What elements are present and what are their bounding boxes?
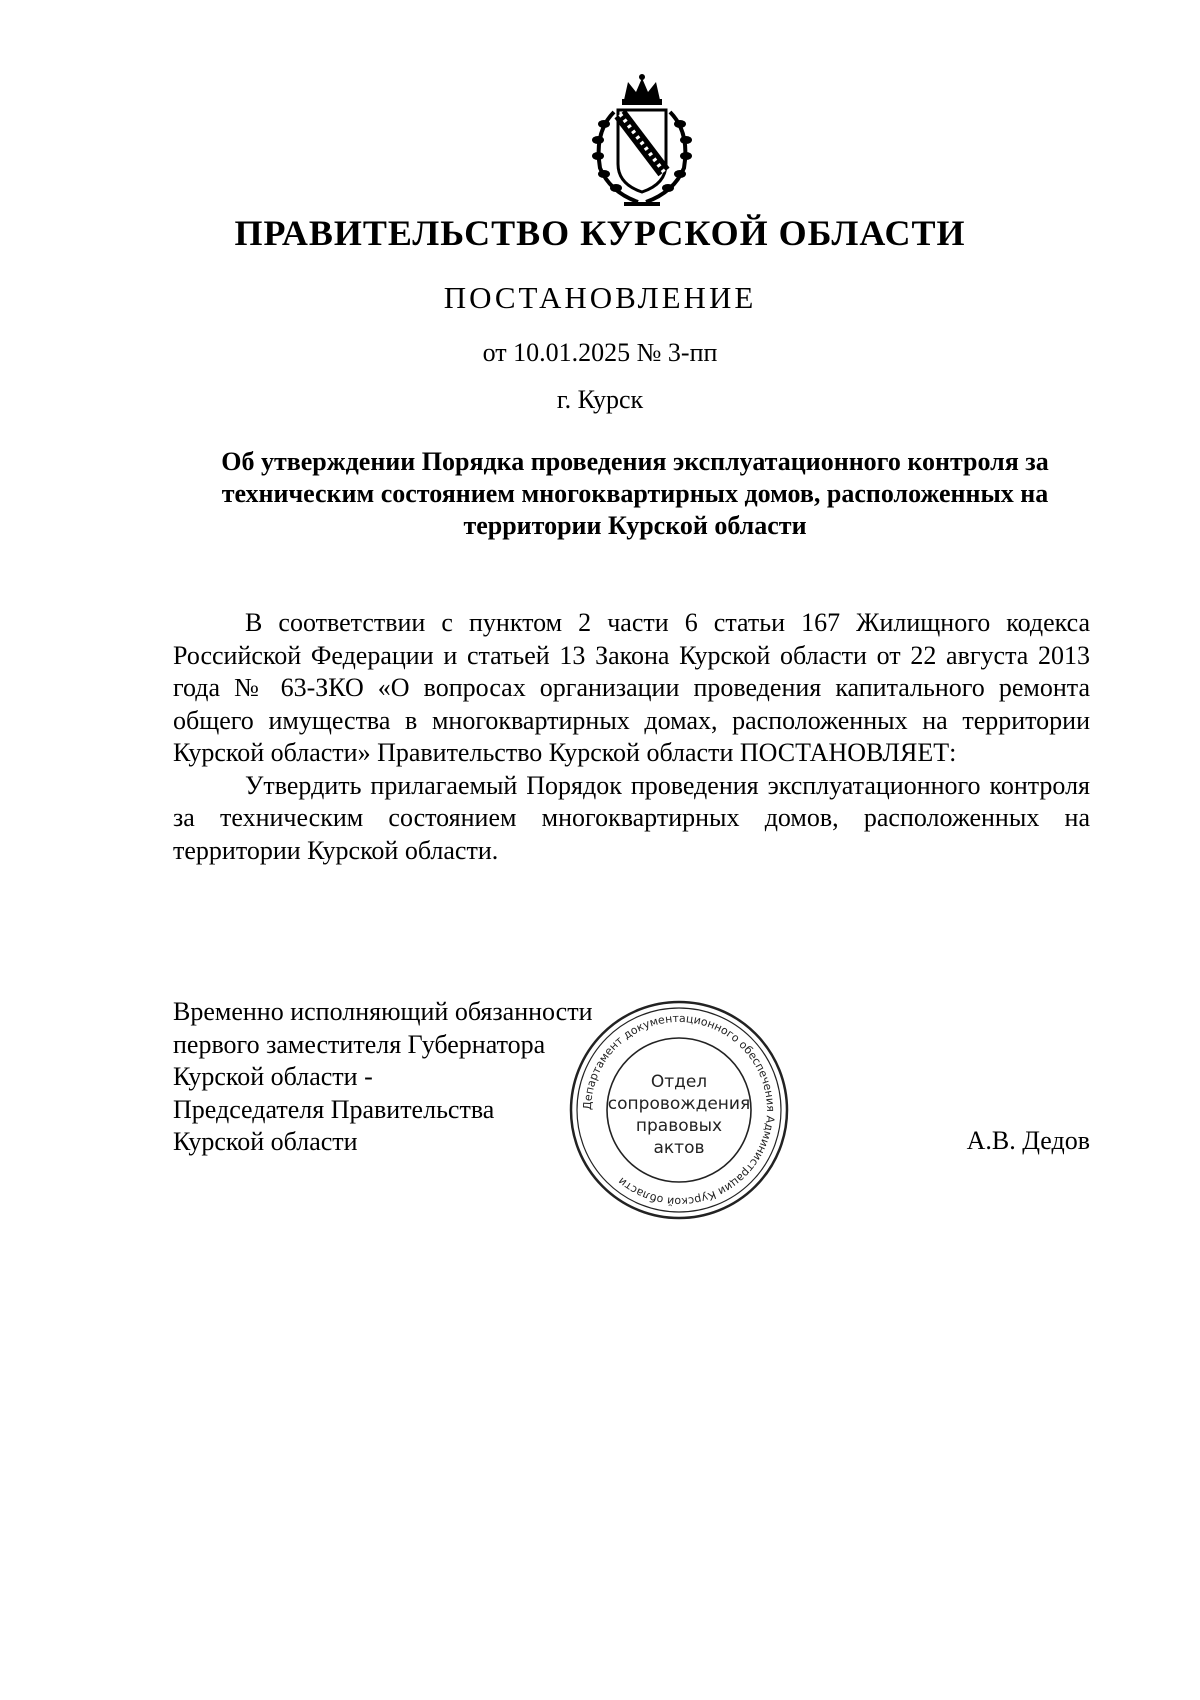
signer-line: Курской области (173, 1127, 358, 1156)
body-paragraph: В соответствии с пунктом 2 части 6 статьи 167 Жилищного кодекса Российской Федерации и статьей 13 Закона Курской области от 22 августа 2013 года № 63-ЗКО «О вопросах организации проведения капитального ремонта общего имущества в многоквартирных домах, расположенных на территории Курской области» Правительство Курской области ПОСТАНОВЛЯЕТ: (173, 608, 1090, 767)
signer-name: А.В. Дедов (966, 1126, 1090, 1155)
stamp-center-line: актов (653, 1138, 705, 1158)
official-stamp-icon (566, 997, 792, 1223)
title-line: территории Курской области (463, 511, 807, 540)
stamp-center-line: сопровождения (607, 1094, 751, 1114)
signer-line: Курской области - (173, 1062, 373, 1091)
signer-position (173, 996, 593, 1159)
stamp-center-line: Отдел (650, 1072, 708, 1092)
organization-name: ПРАВИТЕЛЬСТВО КУРСКОЙ ОБЛАСТИ (234, 213, 966, 253)
signer-line: первого заместителя Губернатора (173, 1029, 546, 1059)
title-line: Об утверждении Порядка проведения эксплуатационного контроля за (221, 447, 1049, 476)
stamp-center-line: правовых (635, 1116, 723, 1136)
kursk-coat-of-arms-icon (576, 72, 708, 212)
stamp-ring-text: Департамент документационного обеспечения Администрации Курской области (580, 1011, 778, 1209)
document-body (173, 607, 1090, 867)
body-paragraph: Утвердить прилагаемый Порядок проведения эксплуатационного контроля за техническим состоянием многоквартирных домов, расположенных на территории Курской области. (173, 770, 1090, 865)
signer-line: Временно исполняющий обязанности (173, 997, 593, 1026)
signer-line: Председателя Правительства (173, 1094, 495, 1124)
document-city: г. Курск (556, 385, 644, 414)
document-number: от 10.01.2025 № 3-пп (482, 338, 718, 367)
title-line: техническим состоянием многоквартирных домов, расположенных на (221, 479, 1049, 508)
document-title (170, 446, 1100, 542)
document-type: ПОСТАНОВЛЕНИЕ (443, 280, 757, 315)
